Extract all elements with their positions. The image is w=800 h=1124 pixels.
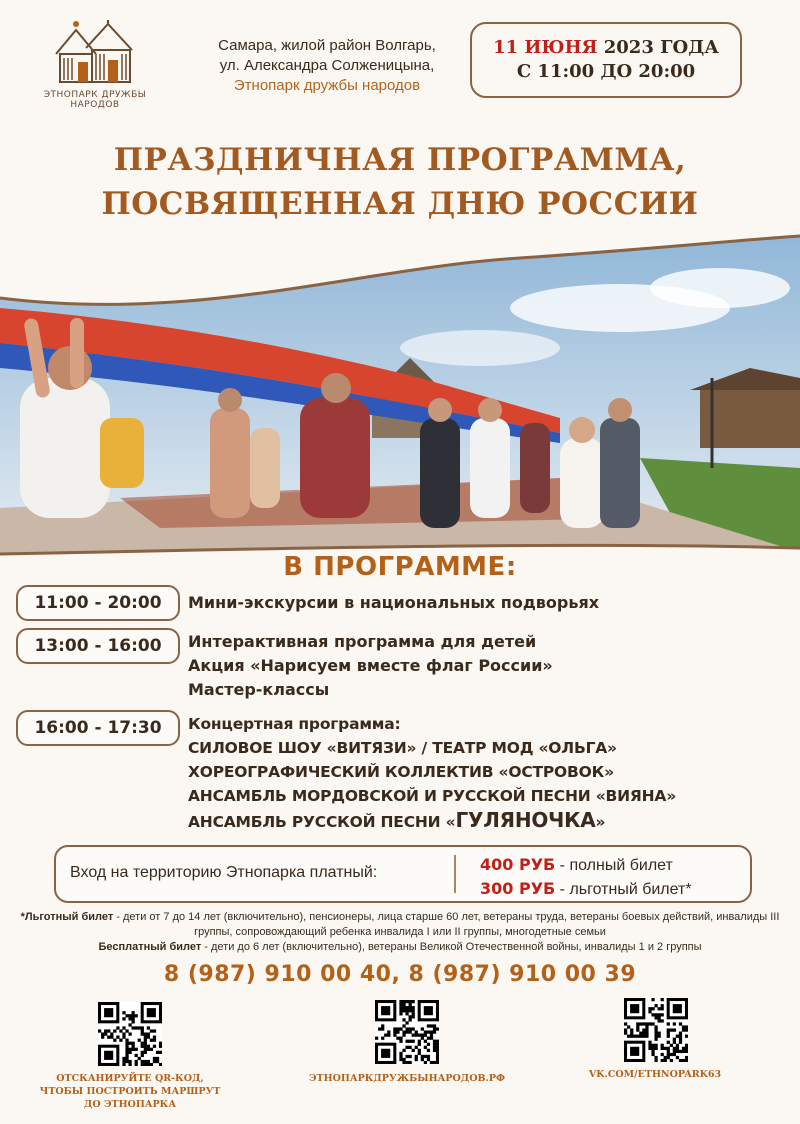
event-photo: [0, 228, 800, 568]
qr-caption-route: ОТСКАНИРУЙТЕ QR-КОД, ЧТОБЫ ПОСТРОИТЬ МАРШРУТ ДО ЭТНОПАРКА: [39, 1073, 221, 1110]
full-ticket: [480, 853, 692, 877]
slot-1-item-1: Мини-экскурсии в национальных подворьях: [188, 593, 600, 612]
free-title: Бесплатный билет: [98, 941, 202, 953]
qr-code-vk[interactable]: [624, 998, 688, 1062]
address-line-2: ул. Александра Солженицына,: [219, 57, 435, 74]
qr-code-website[interactable]: [375, 1000, 439, 1064]
free-text: - дети до 6 лет (включительно), ветераны Великой Отечественной войны, инвалиды 1 и 2 группы: [201, 941, 702, 953]
house-logo-icon: [52, 20, 138, 86]
qr-code-icon: [375, 1000, 439, 1064]
slot-2-item-3: Мастер-классы: [188, 680, 330, 699]
slot-2-items: [188, 630, 553, 702]
slot-3-item-5-name: ГУЛЯНОЧКА: [455, 808, 596, 832]
entry-note: Вход на территорию Этнопарка платный:: [70, 864, 378, 881]
reduced-text: - дети от 7 до 14 лет (включительно), пенсионеры, лица старше 60 лет, ветераны труда, ветераны боевых действий, инвалиды III группы, сопровождающий ребенка инвалида I или II группы, многодетные семьи: [113, 911, 780, 938]
date-box: [470, 22, 742, 98]
slot-3-item-4: АНСАМБЛЬ МОРДОВСКОЙ И РУССКОЙ ПЕСНИ «ВИЯНА»: [188, 787, 677, 805]
time-slot-1: 11:00 - 20:00: [16, 585, 180, 621]
price-box: [54, 845, 752, 903]
price-divider: [454, 855, 456, 893]
slot-2-item-2: Акция «Нарисуем вместе флаг России»: [188, 656, 553, 675]
slot-3-item-2: СИЛОВОЕ ШОУ «ВИТЯЗИ» / ТЕАТР МОД «ОЛЬГА»: [188, 739, 617, 757]
ethnopark-logo: [30, 20, 160, 110]
address-line-1: Самара, жилой район Волгарь,: [218, 37, 436, 54]
qr-caption-vk: VK.COM/ETHNOPARK63: [588, 1069, 722, 1080]
venue-name: Этнопарк дружбы народов: [233, 77, 421, 94]
slot-3-item-5-prefix: АНСАМБЛЬ РУССКОЙ ПЕСНИ «: [188, 813, 456, 831]
slot-2-item-1: Интерактивная программа для детей: [188, 632, 537, 651]
price-list: [480, 853, 692, 901]
title-line-1: ПРАЗДНИЧНАЯ ПРОГРАММА,: [113, 142, 687, 178]
qr-code-icon: [98, 1002, 162, 1066]
qr-code-route[interactable]: [98, 1002, 162, 1066]
slot-3-items: [188, 712, 676, 834]
time-slot-2: 13:00 - 16:00: [16, 628, 180, 664]
slot-3-item-1: Концертная программа:: [188, 715, 401, 733]
slot-3-item-5: [188, 808, 676, 834]
logo-text: ЭТНОПАРК ДРУЖБЫ НАРОДОВ: [43, 90, 147, 110]
event-date: 11 ИЮНЯ: [493, 37, 598, 58]
reduced-ticket: [480, 877, 692, 901]
event-year: 2023 ГОДА: [597, 37, 719, 58]
reduced-label: - льготный билет*: [555, 881, 692, 898]
slot-3-item-3: ХОРЕОГРАФИЧЕСКИЙ КОЛЛЕКТИВ «ОСТРОВОК»: [188, 763, 614, 781]
qr-caption-website: ЭТНОПАРКДРУЖБЫНАРОДОВ.РФ: [308, 1073, 506, 1084]
ticket-footnote: [20, 910, 780, 955]
reduced-title: *Льготный билет: [20, 911, 114, 923]
page-title: [0, 138, 800, 226]
title-line-2: ПОСВЯЩЕННАЯ ДНЮ РОССИИ: [101, 186, 699, 222]
full-label: - полный билет: [555, 857, 673, 874]
slot-3-item-5-suffix: »: [595, 813, 606, 831]
qr-code-icon: [624, 998, 688, 1062]
time-slot-3: 16:00 - 17:30: [16, 710, 180, 746]
event-address: [188, 36, 466, 96]
event-time: С 11:00 ДО 20:00: [516, 61, 696, 82]
reduced-price: 300 РУБ: [480, 879, 556, 898]
program-heading: В ПРОГРАММЕ:: [283, 552, 517, 582]
contact-phones: 8 (987) 910 00 40, 8 (987) 910 00 39: [163, 962, 637, 987]
full-price: 400 РУБ: [480, 855, 556, 874]
slot-1-items: [188, 591, 599, 615]
